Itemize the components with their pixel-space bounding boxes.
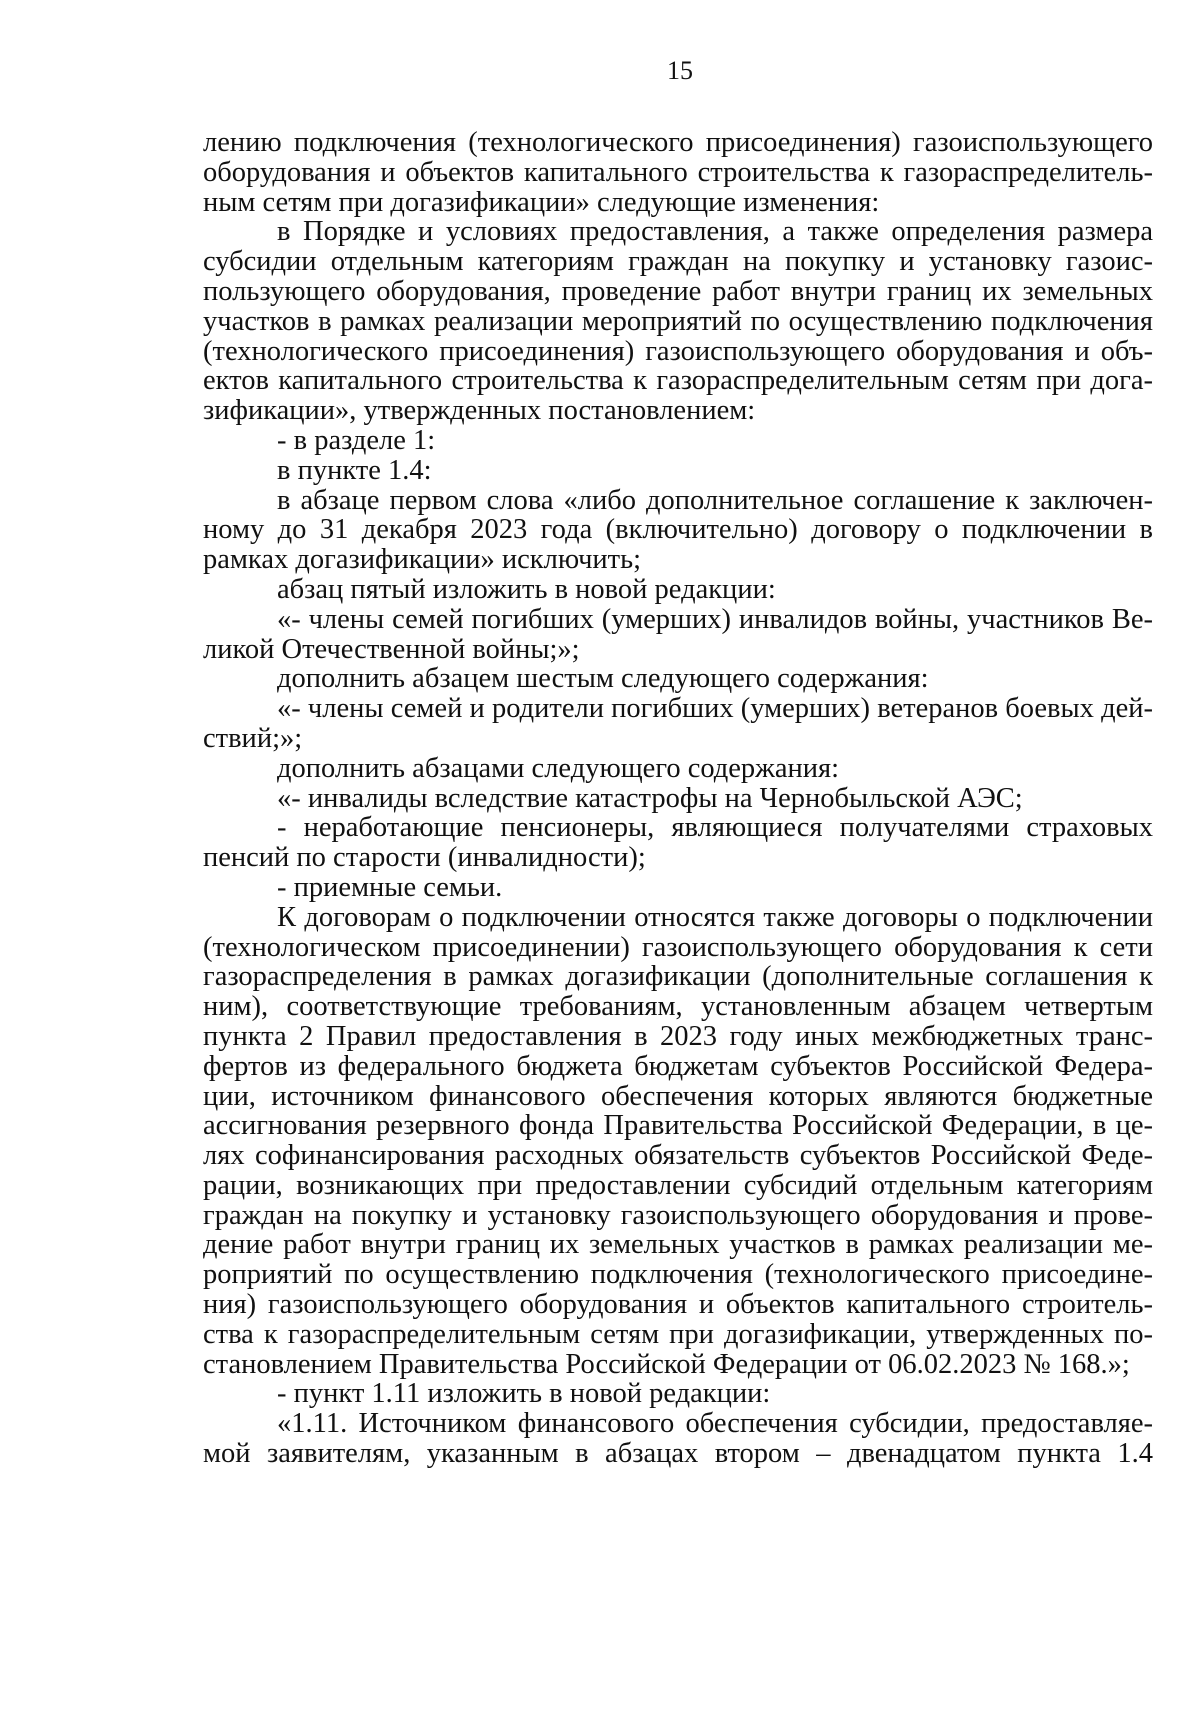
text-line: становлением Правительства Российской Федерации от 06.02.2023 № 168.»; (203, 1348, 1130, 1380)
text-line: роприятий по осуществлению подключения (технологического присоедине- (203, 1259, 1153, 1291)
text-line: (технологического присоединения) газоиспользующего оборудования и объ- (203, 335, 1153, 367)
text-line: ства к газораспределительным сетям при догазификации, утвержденных по- (203, 1318, 1153, 1350)
text-line: дение работ внутри границ их земельных участков в рамках реализации ме- (203, 1229, 1153, 1261)
text-line: «- члены семей и родители погибших (умерших) ветеранов боевых дей- (277, 693, 1153, 725)
text-line: - приемные семьи. (277, 871, 503, 903)
text-line: ектов капитального строительства к газораспределительным сетям при дога- (203, 365, 1153, 397)
text-line: - неработающие пенсионеры, являющиеся получателями страховых (277, 812, 1153, 844)
page-number: 15 (667, 56, 693, 85)
text-line: пункта 2 Правил предоставления в 2023 году иных межбюджетных транс- (203, 1020, 1153, 1052)
text-line: ния) газоиспользующего оборудования и объектов капитального строитель- (203, 1289, 1153, 1321)
text-line: ным сетям при догазификации» следующие изменения: (203, 186, 880, 218)
text-line: - пункт 1.11 изложить в новой редакции: (277, 1378, 771, 1410)
text-line: мой заявителям, указанным в абзацах втором – двенадцатом пункта 1.4 (203, 1438, 1153, 1470)
text-line: К договорам о подключении относятся также договоры о подключении (277, 901, 1153, 933)
text-line: ним), соответствующие требованиям, установленным абзацем четвертым (203, 991, 1153, 1023)
text-line: - в разделе 1: (277, 424, 436, 456)
text-line: газораспределения в рамках догазификации (дополнительные соглашения к (203, 961, 1153, 993)
text-line: абзац пятый изложить в новой редакции: (277, 573, 776, 605)
text-line: пользующего оборудования, проведение работ внутри границ их земельных (203, 275, 1153, 307)
text-line: в пункте 1.4: (277, 454, 432, 486)
text-line: дополнить абзацем шестым следующего содержания: (277, 663, 929, 695)
text-line: оборудования и объектов капитального строительства к газораспределитель- (203, 156, 1153, 188)
text-line: фертов из федерального бюджета бюджетам субъектов Российской Федера- (203, 1050, 1153, 1082)
text-line: зификации», утвержденных постановлением: (203, 395, 756, 427)
text-line: граждан на покупку и установку газоиспользующего оборудования и прове- (203, 1199, 1153, 1231)
text-line: ствий;»; (203, 722, 303, 754)
text-line: ному до 31 декабря 2023 года (включительно) договору о подключении в (203, 514, 1153, 546)
text-line: ликой Отечественной войны;»; (203, 633, 580, 665)
text-line: (технологическом присоединении) газоиспользующего оборудования к сети (203, 931, 1153, 963)
text-line: пенсий по старости (инвалидности); (203, 842, 646, 874)
text-line: дополнить абзацами следующего содержания: (277, 752, 840, 784)
text-line: «- члены семей погибших (умерших) инвалидов войны, участников Ве- (277, 603, 1153, 635)
text-line: в Порядке и условиях предоставления, а также определения размера (277, 216, 1153, 248)
document-body-text (203, 128, 1153, 1469)
text-line: «- инвалиды вследствие катастрофы на Чернобыльской АЭС; (277, 782, 1023, 814)
text-line: рамках догазификации» исключить; (203, 544, 642, 576)
text-line: субсидии отдельным категориям граждан на покупку и установку газоис- (203, 246, 1153, 278)
text-line: «1.11. Источником финансового обеспечения субсидии, предоставляе- (277, 1408, 1153, 1440)
text-line: лению подключения (технологического присоединения) газоиспользующего (203, 127, 1153, 158)
text-line: в абзаце первом слова «либо дополнительное соглашение к заключен- (277, 484, 1153, 516)
text-line: участков в рамках реализации мероприятий по осуществлению подключения (203, 305, 1153, 337)
text-line: ассигнования резервного фонда Правительства Российской Федерации, в це- (203, 1110, 1153, 1142)
text-line: ции, источником финансового обеспечения которых являются бюджетные (203, 1080, 1153, 1112)
text-line: лях софинансирования расходных обязательств субъектов Российской Феде- (203, 1140, 1153, 1172)
text-line: рации, возникающих при предоставлении субсидий отдельным категориям (203, 1169, 1153, 1201)
